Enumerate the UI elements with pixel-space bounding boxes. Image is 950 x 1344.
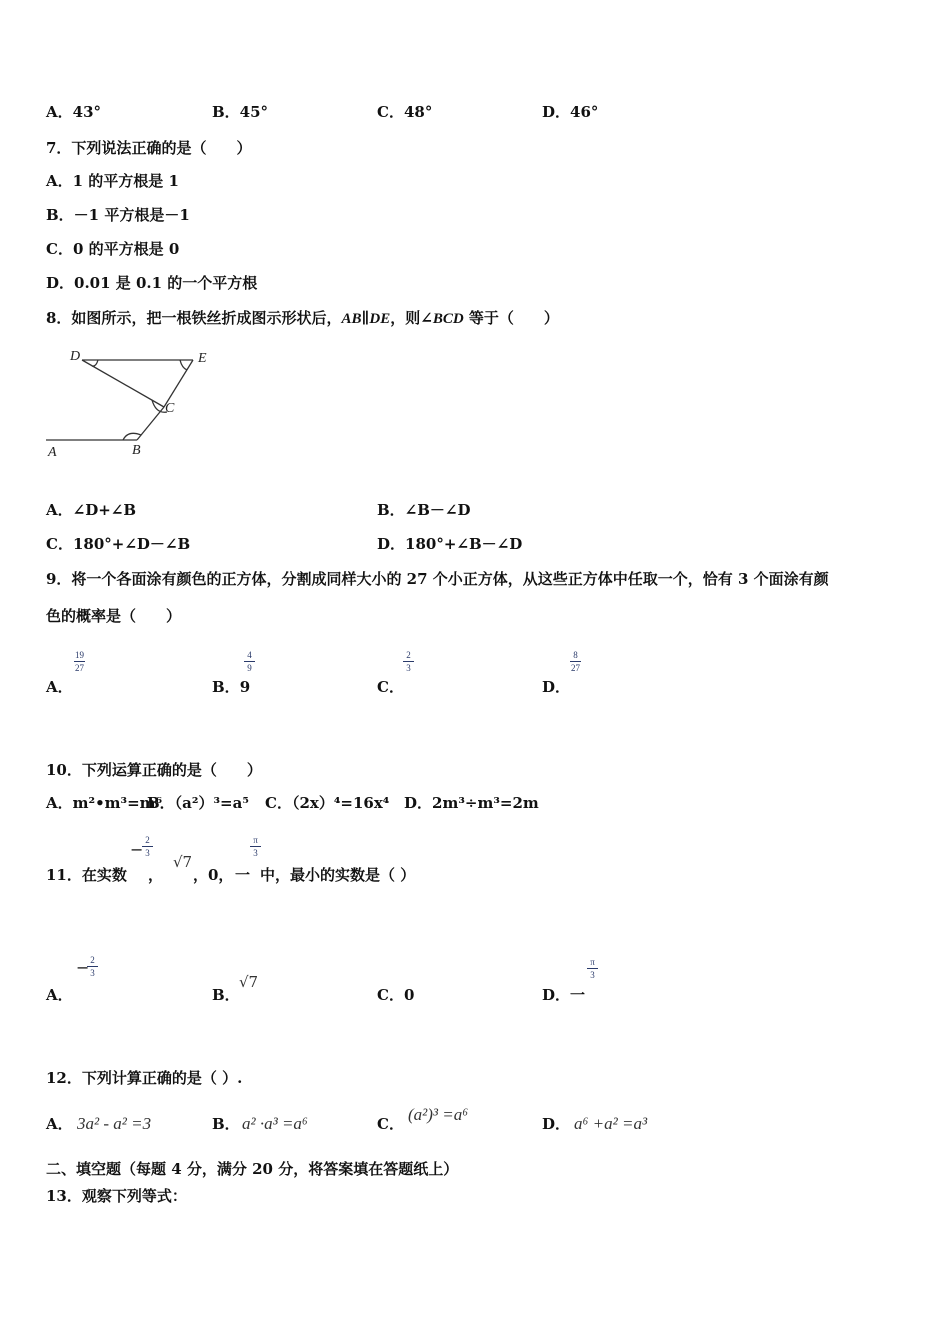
q9-fraction-a: 19 27 (75, 650, 84, 673)
q6-option-a: A．43° (46, 103, 102, 121)
q11-comma-2: ，0， (193, 866, 234, 884)
q11-stem-a: 11．在实数 (46, 866, 127, 884)
q12-option-a: A． (46, 1115, 73, 1133)
q8-stem-text-a: 8．如图所示，把一根铁丝折成图示形状后， (46, 309, 342, 327)
q8-option-d: D．180°+∠B－∠D (377, 535, 523, 553)
q9-option-b: B．9 (212, 678, 251, 696)
q11-sqrt7: √7 (173, 853, 193, 871)
q8-stem-text-c: 等于（ ） (463, 309, 559, 327)
label-c: C (165, 401, 175, 416)
q12-option-c: C． (377, 1115, 404, 1133)
q9-option-c: C． (377, 678, 404, 696)
q6-option-d: D．46° (542, 103, 599, 121)
angle-arc-e (180, 360, 187, 370)
q6-option-c: C．48° (377, 103, 433, 121)
q12-stem: 12．下列计算正确的是（ ）. (46, 1069, 243, 1087)
q8-stem-math: AB∥DE (341, 311, 391, 327)
q10-option-b: B．（a²）³=a⁵ (147, 794, 249, 812)
q7-option-d: D．0.01 是 0.1 的一个平方根 (46, 274, 258, 292)
q11-fraction-2: π 3 (250, 835, 261, 858)
q9-fraction-d: 8 27 (571, 650, 580, 673)
q12-option-d: D． (542, 1115, 571, 1133)
label-a: A (48, 445, 57, 460)
q11-comma-1: ， (148, 866, 164, 884)
q9-stem-line2: 色的概率是（ ） (46, 607, 182, 625)
q8-stem-math2: BCD (432, 311, 464, 327)
q12-option-b-expr: a² ·a³ =a⁶ (242, 1114, 308, 1133)
q11-dash: 一 (235, 866, 251, 884)
q11-option-b-sqrt7: √7 (239, 973, 259, 991)
q11-option-d-fraction: π 3 (587, 957, 598, 980)
label-d: D (70, 349, 81, 364)
line-dc (82, 360, 164, 407)
q12-option-c-expr: (a²)³ =a⁶ (408, 1105, 469, 1124)
q6-option-b: B．45° (212, 103, 269, 121)
label-b: B (132, 443, 141, 458)
q8-option-a: A．∠D+∠B (46, 501, 137, 519)
q11-option-a: A． (46, 986, 73, 1004)
q7-option-c: C．0 的平方根是 0 (46, 240, 180, 258)
q11-fraction-1: 2 3 (142, 835, 153, 858)
q9-fraction-c: 2 3 (403, 650, 414, 673)
q10-option-a: A．m²•m³=m⁶ (46, 794, 163, 812)
q8-stem (46, 309, 559, 328)
q13-stem: 13．观察下列等式： (46, 1187, 187, 1205)
section2-title: 二、填空题（每题 4 分，满分 20 分，将答案填在答题纸上） (46, 1160, 459, 1178)
q10-option-d: D．2m³÷m³=2m (404, 794, 539, 812)
q11-option-a-minus: − (76, 958, 90, 977)
q11-minus: − (130, 840, 144, 859)
q8-option-b: B．∠B－∠D (377, 501, 471, 519)
q12-option-a-expr: 3a² - a² =3 (77, 1114, 152, 1133)
q12-option-b: B． (212, 1115, 240, 1133)
q8-stem-text-b: ，则∠ (390, 309, 433, 327)
q11-option-a-fraction: 2 3 (87, 955, 98, 978)
q10-stem: 10．下列运算正确的是（ ） (46, 761, 262, 779)
q10-option-c: C．（2x）⁴=16x⁴ (265, 794, 390, 812)
q11-option-b: B． (212, 986, 240, 1004)
q7-option-b: B．－1 平方根是－1 (46, 206, 190, 224)
q7-option-a: A．1 的平方根是 1 (46, 172, 179, 190)
q11-option-c: C．0 (377, 986, 415, 1004)
q9-option-a: A． (46, 678, 73, 696)
q9-fraction-b: 4 9 (244, 650, 255, 673)
line-ec (164, 360, 193, 407)
q7-stem: 7．下列说法正确的是（ ） (46, 139, 252, 157)
label-e: E (198, 351, 207, 366)
angle-arc-d (92, 360, 98, 366)
q9-option-d: D． (542, 678, 571, 696)
q12-option-d-expr: a⁶ +a² =a³ (574, 1114, 648, 1133)
q11-option-d: D．一 (542, 986, 586, 1004)
q9-stem-line1: 9．将一个各面涂有颜色的正方体，分割成同样大小的 27 个小正方体，从这些正方体中任取一个，恰有 3 个面涂有颜 (46, 570, 829, 588)
q8-geometry-figure (40, 340, 230, 465)
q11-stem-b: 中，最小的实数是（ ） (260, 866, 416, 884)
q8-option-c: C．180°+∠D－∠B (46, 535, 191, 553)
